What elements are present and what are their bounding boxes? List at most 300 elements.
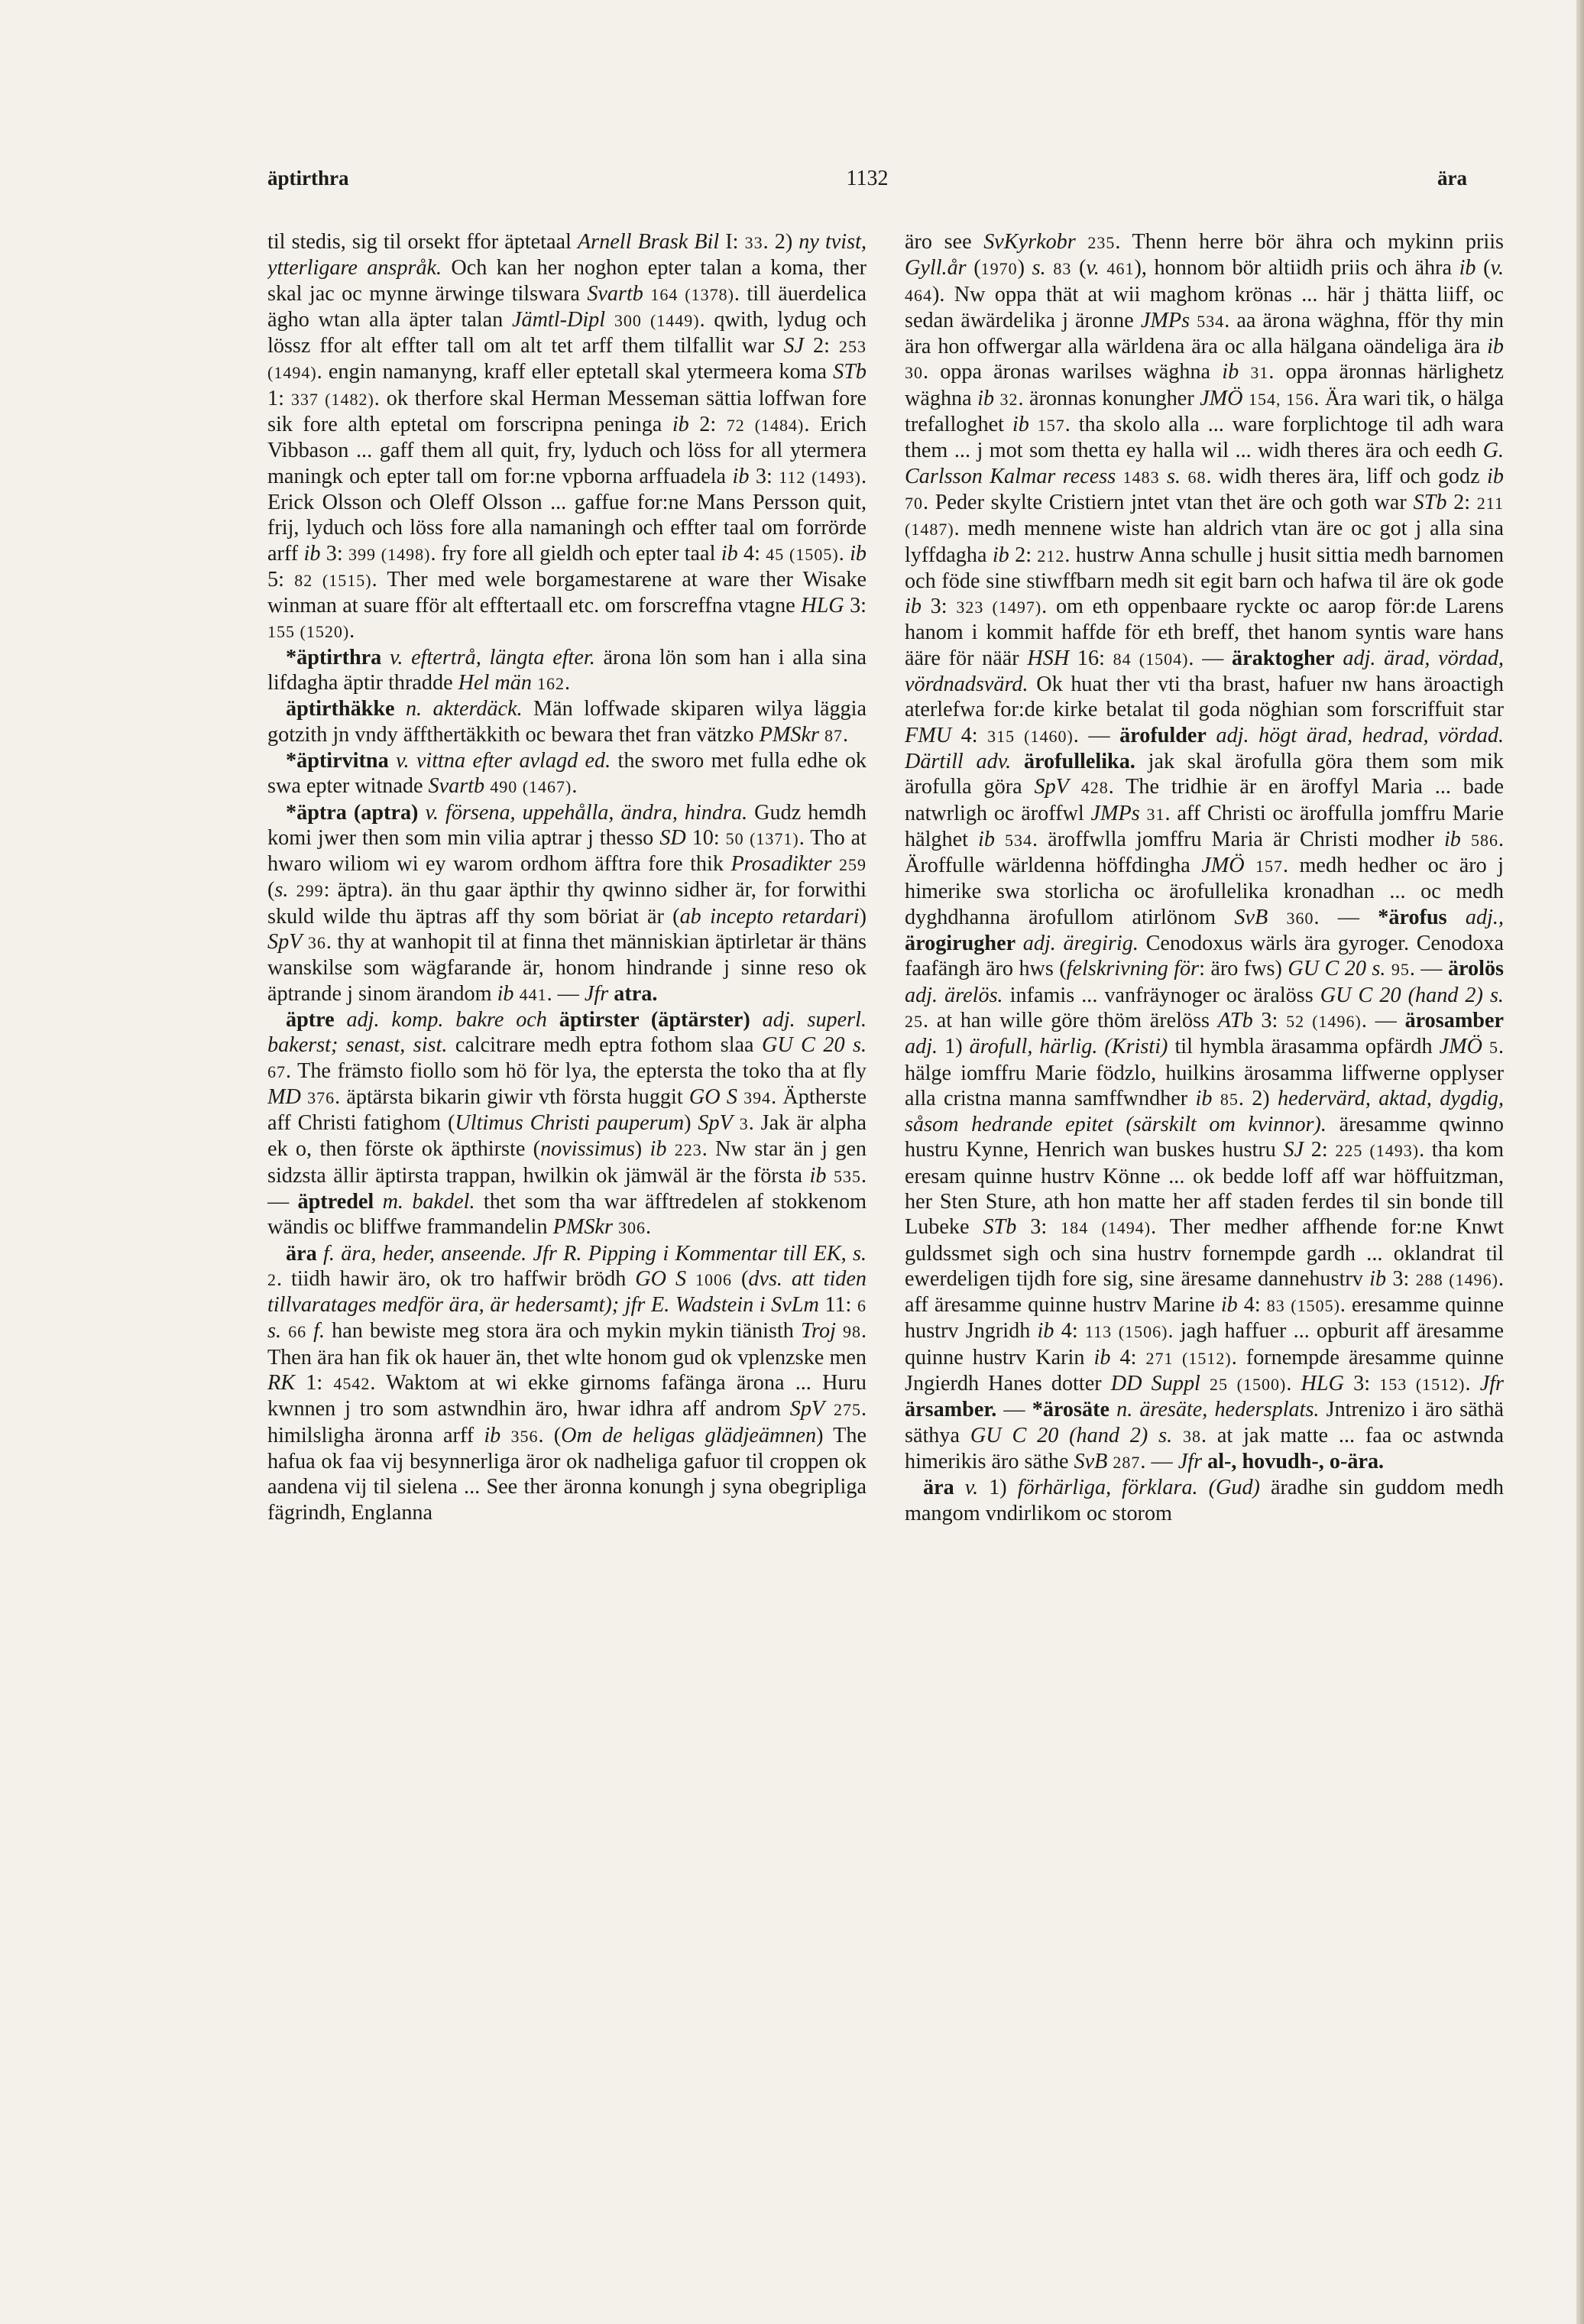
entry-text [395,697,406,721]
entry-text: — [996,1398,1032,1422]
entry-text: 3: [749,464,779,488]
entry-text: the sworo met fulla edhe ok swa epter witnade [267,748,867,799]
right-column [905,229,1504,2247]
entry-gloss: v. eftertrå, längta efter. [389,645,595,669]
entry-citation-number: 2 [267,1269,277,1289]
entry-text: til stedis, sig til orsekt ffor äptetaal [267,230,578,254]
entry-gloss: f. ära, heder, anseende. Jfr R. Pipping i Kommentar till EK, s. [323,1241,867,1266]
entry-text: til hymbla ärasamma opfärdh [1168,1035,1440,1059]
entry-text: : äro fws) [1199,957,1288,981]
entry-text: . engin namanyng, kraff eller eptetall skal ytermeera koma [316,360,834,384]
entry-gloss: ib [303,541,321,566]
entry-text [1447,906,1466,929]
dictionary-entry [905,229,1504,1475]
entry-gloss: SD [659,825,686,850]
entry-gloss: ib [905,595,922,619]
entry-citation-number: 3 [739,1114,749,1134]
entry-gloss: ny tvist, ytterligare anspråk. [267,230,867,280]
entry-citation-number: 153 (1512) [1379,1375,1466,1395]
entry-gloss: adj. ärad, vördad, vördnadsvärd. [905,646,1504,697]
entry-text [1200,1372,1210,1395]
entry-gloss: SJ [1283,1138,1304,1162]
entry-gloss: v. [1086,256,1100,280]
entry-text: . till äuerdelica ägho wtan alla äpter talan [267,281,867,332]
entry-text: calcitrare medh eptra fothom slaa [447,1033,762,1058]
entry-gloss: Svartb [428,774,485,799]
entry-headword: ärofulder [1119,723,1207,747]
entry-gloss: adj. högt ärad, hedrad, vördad. Därtill adv. [905,723,1504,773]
entry-gloss: Jfr [584,981,609,1006]
entry-citation-number: 288 (1496) [1415,1269,1498,1289]
entry-text: 3: [1252,1008,1287,1032]
entry-citation-number: 5 [1488,1038,1498,1058]
entry-text: . at han wille göre thöm ärelöss [923,1008,1218,1032]
entry-text: ). Nw oppa thät at wii maghom krönas ... här j thätta liiff, oc sedan äwärdelika j äronne [905,282,1504,332]
entry-citation-number: 31 [1250,363,1269,383]
entry-text [1109,1398,1116,1421]
entry-gloss: SpV [267,930,303,955]
entry-text: . äptärsta bikarin giwir vth första huggit [335,1084,689,1109]
entry-text [1029,413,1038,436]
entry-citation-number: 211 (1487) [905,493,1504,540]
entry-text: 11: [818,1293,857,1318]
entry-gloss: SpV [789,1397,825,1421]
entry-gloss: f. [313,1319,326,1344]
entry-citation-number: 275 [833,1400,861,1420]
entry-citation-number: 82 (1515) [294,570,372,590]
entry-text [301,1085,307,1109]
entry-citation-number: 337 (1482) [290,389,374,409]
entry-citation-number: 225 (1493) [1335,1141,1420,1161]
entry-text: 4: [1110,1345,1146,1369]
entry-text [750,1008,763,1032]
entry-text [1212,1087,1220,1110]
entry-text: . — [546,981,585,1006]
entry-text [1243,387,1249,410]
entry-text: ( [966,256,981,280]
entry-citation-number: 83 (1505) [1266,1296,1340,1316]
entry-gloss: Ultimus Christi pauperum [455,1111,685,1136]
entry-gloss: RK [267,1371,296,1395]
entry-text: . aa ärona wäghna, fför thy min ära hon offwergar alla wärldena ära oc alla hälgana oändeliga ära [905,308,1504,359]
entry-text [836,1319,843,1343]
entry-text: . Thenn herre bör ährа och mykinn priis [1115,230,1504,254]
entry-citation-number: 162 [537,674,565,694]
entry-text [643,282,650,306]
entry-text: 2: [1009,543,1038,567]
entry-text: . Ther med wele borgamestarene at ware ther Wisake winman at suare fför alt efftertaall etc. om forscreffna vtagne [267,567,867,618]
entry-citation-number: 154, 156 [1249,389,1314,409]
entry-text [1046,256,1054,280]
entry-citation-number: 67 [267,1062,286,1081]
entry-gloss: ib [1222,360,1239,384]
entry-headword: ärsamber. [905,1398,997,1422]
entry-text [317,1242,323,1266]
entry-text: . Waktom at wi ekke girnoms fafänga ärona ... Huru kwnnen j tro som astwndhin äro, hwar idhra aff androm [267,1371,867,1421]
entry-text [737,1085,743,1109]
entry-gloss: ib [1012,413,1029,437]
entry-text: . — [1073,723,1120,747]
entry-text [514,982,520,1006]
entry-citation-number: 223 [674,1140,702,1160]
entry-text: . Then ära han fik ok hauer än, thet wlte honom gud ok vplenzske men [267,1319,867,1369]
entry-text: 3: [1343,1372,1380,1396]
entry-gloss: ib [1443,827,1461,851]
entry-citation-number: 399 (1498) [348,544,431,564]
entry-text [954,1476,965,1499]
entry-citation-number: 586 [1470,830,1498,850]
entry-text: . tha skolo alla ... ware forplichtoge til adh wara them ... j mot som thetta ey halla wil ... widh theres ära och eedh [905,413,1504,463]
entry-gloss: ib [850,541,867,566]
entry-gloss: STb [833,360,867,384]
entry-text: infamis ... vanfräynoger oc äralöss [1003,983,1320,1007]
entry-text: . — [1188,646,1233,670]
entry-citation-number: 68 [1187,467,1207,487]
entry-text: . Äptherste aff Christi fatighom ( [267,1084,867,1136]
entry-gloss: förhärliga, förklara. (Gud) [1017,1476,1260,1500]
entry-text [605,308,614,332]
entry-text [819,723,824,747]
entry-citation-number: 306 [617,1218,646,1238]
entry-text: . [349,619,355,643]
entry-headword: äptirster (äptärster) [559,1007,750,1032]
entry-text: . 2) [1238,1086,1278,1110]
entry-citation-number: 25 (1500) [1210,1375,1287,1395]
entry-gloss: n. äresäte, hedersplats. [1116,1398,1320,1422]
entry-citation-number: 50 (1371) [725,828,799,848]
entry-gloss: adj. äregirig. [1022,932,1139,956]
entry-text: . [1465,1372,1480,1396]
entry-gloss: GU C 20 (hand 2) s. [1320,983,1504,1007]
entry-headword: ära [286,1241,317,1266]
entry-text: . Peder skylte Cristiern jntet vtan thet äre och goth war [923,490,1414,514]
entry-headword: *ärofus [1378,905,1447,929]
entry-citation-number: 84 (1504) [1113,649,1189,669]
entry-text: . fry fore all gieldh och epter taal [430,541,721,566]
entry-headword: ärosamber [1404,1008,1504,1032]
entry-citation-number: 464 [905,285,932,305]
entry-gloss: Troj [800,1319,836,1344]
entry-headword: äptredel [297,1189,374,1214]
dictionary-entry [267,696,867,748]
entry-gloss: Jämtl-Dipl [511,307,606,332]
entry-citation-number: 299 [296,881,324,901]
entry-citation-number: 490 (1467) [490,777,572,797]
entry-headword: atra. [614,981,658,1006]
entry-gloss: ärofull, härlig. (Kristi) [969,1035,1168,1059]
entry-text: . Nw star än j gen sidzsta ällir äptirsta trappan, hwilkin ok jämwäl är the första [267,1137,867,1188]
entry-gloss: GO S [635,1266,687,1291]
entry-text: 2: [688,413,727,437]
entry-text: 3: [1386,1266,1416,1291]
entry-citation-number: 394 [743,1087,772,1107]
entry-text [1239,360,1250,384]
entry-gloss: m. bakdel. [382,1189,475,1214]
entry-citation-number: 1483 [1122,467,1160,487]
entry-gloss: ib [484,1423,501,1447]
entry-gloss: Jfr [1177,1449,1203,1473]
entry-text: . om eth oppenbaare ryckte oc aarop för:de Larens hanom i kommit haffde för eth breff, thet hanom syntis ware hans ääre för näär [905,595,1504,670]
entry-text [1076,230,1088,254]
entry-text [995,828,1005,851]
entry-text [1172,1424,1183,1447]
entry-citation-number: 534 [1005,830,1033,850]
entry-text [686,1267,695,1291]
entry-gloss: ib [1487,335,1504,359]
entry-gloss: s. [267,1319,282,1344]
entry-text: 1) [978,1476,1018,1500]
entry-text: ) The hafua ok faa vij besynnerliga äror ok nadheliga gafuor til croppen ok aandena vij til sielena ... See ther äronna konungh j syna obegripliga fägrindh, Englanna [267,1423,867,1525]
entry-citation-number: 253 (1494) [267,337,867,383]
entry-text: 3: [921,595,957,619]
entry-text [1335,647,1343,670]
entry-text: ) [684,1111,698,1136]
entry-text [374,1190,382,1214]
entry-text: ) [1017,256,1032,280]
entry-text [1160,465,1167,488]
entry-gloss: HLG [801,594,844,618]
entry-gloss: FMU [905,723,952,747]
entry-text [1190,309,1197,332]
dictionary-entry [905,1475,1504,1526]
entry-text [1385,957,1391,980]
entry-citation-number: 157 [1037,416,1065,436]
entry-gloss: SpV [1034,775,1069,799]
entry-text: 2: [1304,1138,1336,1162]
entry-text: ( [1071,256,1087,280]
entry-citation-number: 87 [824,725,843,745]
entry-text: . [572,774,578,799]
entry-citation-number: 85 [1220,1089,1239,1109]
entry-text [666,1137,674,1161]
entry-gloss: HLG [1301,1372,1344,1396]
entry-citation-number: 428 [1080,778,1109,798]
entry-text [500,1424,510,1447]
entry-citation-number: 98 [842,1322,861,1342]
entry-text: . Ther medher affhende for:ne Knwt guldssmet sigh och sina hustrv fornempde gardh ... oklandrat til ewerdeligen tijdh fore sig, sine äresame dannehustrv [905,1215,1504,1291]
entry-citation-number: 70 [905,493,923,513]
entry-text: . [1286,1372,1301,1396]
dictionary-entry [267,1241,867,1525]
entry-text [1069,775,1081,799]
entry-citation-number: 360 [1286,908,1314,928]
entry-text: . Äroffulle wärldenna höffdingha [905,827,1504,878]
entry-text: 1: [295,1371,334,1395]
entry-text [1140,802,1147,825]
entry-gloss: ib [1037,1319,1054,1344]
entry-text: . widh theres ära, liff och godz [1206,464,1488,488]
entry-text [613,1215,618,1239]
entry-gloss: Jfr [1479,1372,1504,1396]
entry-text [1181,465,1187,488]
dictionary-entry [267,800,867,1007]
entry-text: . tiidh hawir äro, ok tro haffwir brödh [277,1266,636,1291]
entry-gloss: adj. [905,1035,938,1059]
entry-text: . [645,1215,652,1240]
entry-text [302,930,307,954]
entry-text: . — [1314,905,1378,929]
dictionary-entry [267,645,867,697]
entry-text: äradhe sin guddom medh mangom vndirlikom oc storom [905,1476,1504,1525]
entry-text: . medh mennene wiste han aldrich vtan äre oc got j alla sina lyffdagha [905,517,1504,567]
entry-citation-number: 52 (1496) [1286,1011,1362,1031]
entry-citation-number: 259 [839,855,867,875]
dictionary-entry [267,748,867,800]
entry-citation-number: 184 (1494) [1061,1218,1152,1238]
entry-gloss: ib [809,1163,827,1188]
entry-gloss: ib [732,464,750,488]
entry-gloss: hedervärd, aktad, dygdig, såsom hedrande epitet (särskilt om kvinnor). [905,1086,1504,1137]
entry-gloss: v. [1490,256,1504,280]
entry-citation-number: 376 [307,1087,335,1107]
entry-text: äro see [905,230,984,254]
entry-text: . thy at wanhopit til at finna thet människian äptirletar är thäns wanskilse som wägfarande är, honom hindrande j sinne reso ok äptrande j sinom ärandom [267,930,867,1006]
entry-gloss: novissimus [540,1137,635,1162]
entry-gloss: SpV [698,1111,733,1136]
header-left-headword: äptirthra [267,167,349,190]
entry-text [1207,724,1216,747]
entry-gloss: SvB [1234,905,1268,929]
entry-text: Och kan her noghon epter talan a koma, ther skal jac oc mynne ärwinge tilswara [267,256,867,306]
entry-text [389,749,396,773]
entry-gloss: Svartb [587,281,643,306]
entry-gloss: STb [983,1215,1017,1240]
entry-gloss: s. [1032,256,1046,280]
entry-text: . — [1140,1449,1178,1473]
entry-gloss: ib [672,413,689,437]
entry-gloss: GU C 20 s. [762,1033,867,1058]
entry-text: ), honnom bör altiidh priis och ährа [1134,256,1459,280]
entry-gloss: GU C 20 s. [1288,957,1386,981]
entry-text: . — [1409,957,1448,981]
entry-text: . aff Christi oc äroffulla jomffru Marie hälghet [905,801,1504,851]
entry-text: Jntrenizo i äro säthä säthya [905,1398,1504,1447]
entry-gloss: G. Carlsson Kalmar recess [905,439,1504,488]
entry-text: . ok therfore skal Herman Messeman sättia loffwan fore sik fore alth eptetal om forscripna peninga [267,386,867,437]
entry-citation-number: 315 (1460) [987,726,1074,746]
entry-gloss: ib [1369,1266,1387,1291]
entry-gloss: ib [1195,1086,1213,1110]
entry-gloss: ib [721,541,738,566]
entry-gloss: v. vittna efter avlagd ed. [396,748,611,773]
entry-citation-number: 271 (1512) [1145,1348,1232,1368]
entry-gloss: JMPs [1090,801,1140,825]
entry-gloss: JMÖ [1200,386,1243,410]
entry-citation-number: 441 [519,984,547,1004]
entry-text [733,1111,740,1135]
entry-gloss: s. [274,878,289,903]
entry-text: . eresamme quinne hustrv Jngridh [905,1293,1504,1344]
entry-citation-number: 32 [999,389,1019,409]
page-number: 1132 [846,167,889,190]
entry-text [547,1008,559,1032]
entry-headword: *äptirvitna [286,748,389,773]
entry-text: . medh hedher oc äro j himerike swa storlicha oc ärofullelika kronadhan ... oc medh dyghdhanna ärofullom atirlönom [905,854,1504,929]
entry-text: . hustrw Anna schulle j husit sittia medh barnomen och föde sine stiwffbarn medh sit egit barn och hafwa til äre ok gode [905,543,1504,593]
entry-text: . Ära wari tik, o hälga trefalloghet [905,386,1504,437]
entry-gloss: ib [1093,1345,1111,1369]
entry-headword: ärofullelika. [1023,749,1135,773]
entry-text: . [838,541,850,566]
entry-text: 2: [1446,490,1477,514]
entry-text: 16: [1069,646,1113,670]
entry-text [831,852,839,876]
entry-headword: al-, hovudh-, o-ära. [1207,1449,1385,1473]
entry-text: Män loffwade skiparen wilya läggia gotzith jn vndy äffthertäkkith oc bewara thet fran vätzko [267,697,867,747]
entry-gloss: Prosadikter [730,852,832,877]
entry-gloss: n. akterdäck. [405,697,523,721]
entry-text: 5: [267,567,295,592]
entry-gloss: Gyll.år [905,256,967,280]
entry-headword: äptre [286,1007,335,1032]
entry-gloss: adj. komp. bakre och [346,1007,547,1032]
entry-text [1461,828,1471,851]
entry-text: . at jak matte ... faa oc astwnda himerikis äro säthe [905,1423,1504,1473]
entry-citation-number: 72 (1484) [726,416,805,436]
entry-citation-number: 235 [1087,233,1116,252]
entry-text [994,387,999,410]
entry-headword: *ärosäte [1032,1398,1109,1422]
entry-text: . [842,722,849,747]
entry-gloss: felskrivning för [1066,957,1200,981]
entry-citation-number: 31 [1146,804,1165,824]
entry-text [1116,465,1122,488]
entry-text: . äroffwlla jomffru Maria är Christi modher [1032,827,1444,851]
entry-text: . äronnas konungher [1018,386,1200,410]
entry-citation-number: 323 (1497) [956,598,1042,617]
page-edge [1576,0,1584,2324]
entry-citation-number: 1006 [695,1269,732,1289]
entry-text [824,1397,834,1421]
entry-text: . qwith, lydug och lössz ffor alt effter tall om alt tet arff them tilfallit war [267,307,867,358]
entry-gloss: adj., [1465,905,1504,929]
running-header [267,167,1467,200]
entry-gloss: ib [649,1137,667,1162]
entry-text [335,1008,347,1032]
entry-text: . jagh haffuer ... opburit aff äresamme quinne hustrv Karin [905,1319,1504,1369]
entry-citation-number: 534 [1197,311,1225,331]
entry-text [826,1164,834,1188]
entry-gloss: ib [1459,256,1476,280]
entry-gloss: ib [1220,1293,1238,1318]
entry-text: 3: [844,594,867,618]
entry-text: . Erick Olsson och Oleff Olsson ... gaffue for:ne Mans Persson quit, frij, lyduch och löss fore alla namaningh och effter taal om forrörde arff [267,464,867,566]
entry-gloss: JMÖ [1439,1035,1482,1059]
entry-text: 4: [737,541,766,566]
entry-text: ( [267,878,275,903]
entry-text [1011,750,1024,773]
entry-text [381,646,390,669]
entry-gloss: Arnell Brask Bil [577,230,720,254]
entry-text: . hälge iomffru Marie födzlo, huilkins ärosamma liffwerne opplyser alla cristna manna samffwndher [905,1035,1504,1110]
entry-text: . aff äresamme quinne hustrv Marine [905,1266,1504,1318]
entry-citation-number: 36 [307,933,326,953]
entry-text: . oppa äronnas härlighetz wäghna [905,360,1504,410]
entry-text: I: [719,230,745,254]
entry-citation-number: 6 [857,1296,867,1316]
entry-gloss: ib [992,543,1009,567]
dictionary-entry [267,229,867,645]
entry-text [288,878,296,902]
entry-text: . himilsligha äronna arff [267,1397,867,1447]
entry-citation-number: 38 [1183,1426,1202,1446]
entry-text: ärona lön som han i alla sina lifdagha äptir thradde [267,645,867,695]
entry-headword: äptirthäkke [286,697,395,721]
entry-citation-number: 535 [833,1166,861,1186]
entry-text: . oppa äronas warilses wäghna [923,360,1223,384]
entry-text [1482,1035,1489,1058]
entry-gloss: STb [1413,490,1447,514]
